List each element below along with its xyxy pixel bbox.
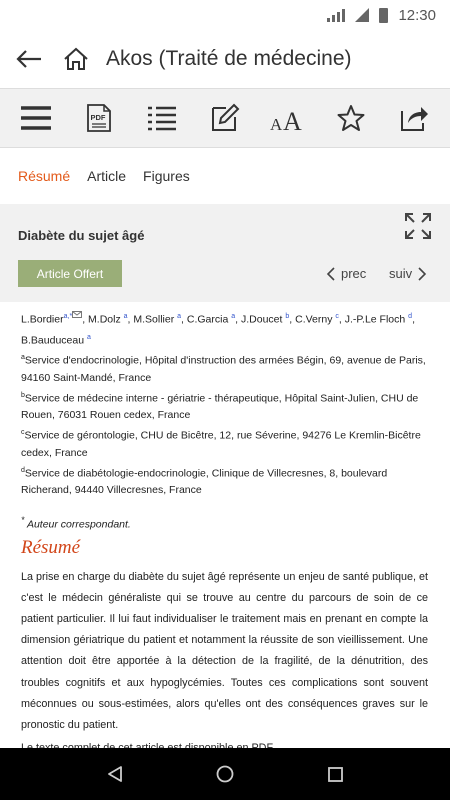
nav-home-icon[interactable] (216, 765, 234, 783)
tab-article[interactable]: Article (87, 168, 127, 184)
article-toolbar (0, 88, 450, 148)
nav-back-icon[interactable] (107, 766, 123, 782)
affiliation-sup: c (21, 429, 25, 436)
author-sup: c (335, 313, 339, 320)
author-name[interactable]: C.Verny (295, 313, 333, 326)
author-name[interactable]: B.Bauduceau (21, 334, 85, 346)
text-size-small-a: A (270, 115, 283, 134)
corresponding-author-note: * Auteur correspondant. (21, 515, 131, 531)
resume-heading: Résumé (21, 536, 81, 558)
article-content (0, 302, 450, 748)
text-size-large-a: A (283, 107, 302, 136)
affiliation (21, 462, 428, 500)
author-sup: a (231, 313, 236, 320)
home-button[interactable] (60, 30, 92, 88)
affiliation-text: Service de médecine interne - gériatrie - thérapeutique, Hôpital Saint-Julien, CHU de Rouen, 76031 Rouen cedex, France (21, 392, 419, 421)
system-nav-bar (0, 748, 450, 800)
author-sup: a (177, 313, 182, 320)
favorite-button[interactable] (329, 96, 373, 140)
author-list: L.Bordier$^{a,*}$ , M.Dolz $^a$, M.Sollier $^a$, C.Garcia $^a$, J.Doucet $^b$, C.Verny $^c$, J.-P.Le Floch $^d$, B.Bauduceau $^a$ (21, 313, 415, 346)
star-icon (337, 104, 365, 132)
edit-icon (210, 103, 240, 133)
author-sup: a, (63, 313, 70, 320)
affiliation-text: Service de diabétologie-endocrinologie, Clinique de Villecresnes, 8, boulevard Richerand, 94440 Villecresnes, France (21, 467, 388, 496)
menu-button[interactable] (14, 96, 58, 140)
menu-icon (20, 105, 52, 131)
page-title: Akos (Traité de médecine) (106, 47, 352, 70)
author-sup: a (123, 313, 128, 320)
share-button[interactable] (392, 96, 436, 140)
next-label: suiv (389, 266, 413, 281)
status-bar (0, 0, 450, 30)
author-name[interactable]: J.Doucet (241, 313, 283, 326)
annotate-button[interactable] (203, 96, 247, 140)
pdf-button[interactable] (77, 96, 121, 140)
chevron-right-icon (418, 267, 427, 281)
author-sup: d (408, 313, 413, 320)
signal-icon (327, 8, 345, 22)
contents-button[interactable] (140, 96, 184, 140)
cell-signal-icon (355, 8, 369, 22)
battery-icon (379, 8, 388, 23)
article-title: Diabète du sujet âgé (18, 228, 145, 243)
article-tabs (0, 148, 450, 204)
home-icon (63, 47, 89, 71)
share-icon (399, 103, 429, 133)
author-sup: a (86, 333, 91, 341)
author-name[interactable]: C.Garcia (186, 313, 229, 326)
text-size-button[interactable] (266, 96, 310, 140)
author-name[interactable]: M.Dolz (88, 313, 121, 326)
affiliation-text: Service d'endocrinologie, Hôpital d'instruction des armées Bégin, 69, avenue de Paris, 94160 Saint-Mandé, France (21, 354, 426, 384)
author-name[interactable]: L.Bordier (21, 313, 64, 326)
tab-resume[interactable]: Résumé (18, 168, 71, 184)
text-size-icon (270, 104, 306, 136)
expand-icon (404, 212, 432, 240)
affiliation (21, 424, 428, 462)
pdf-icon (86, 103, 112, 133)
nav-recents-icon[interactable] (328, 767, 343, 782)
corresponding-text: Auteur correspondant. (26, 518, 131, 531)
author-name[interactable]: M.Sollier (133, 313, 175, 326)
corresponding-star: * (69, 313, 73, 320)
affiliation (21, 387, 428, 425)
email-icon[interactable] (72, 311, 82, 318)
abstract-text: La prise en charge du diabète du sujet âgé représente un enjeu de santé publique, et c'est le médecin généraliste qui se trouve au centre du parcours de soin de ce patient particulier. Il lui faut individualiser le traitement mais en prenant en compte la dimension gériatrique du patient et notamment la réussite de son vieillissement. Une attention doit être apportée à la détection de la fragilité, de la dénutrition, des troubles cognitifs et aux hypoglycémies. Toutes ces complications sont souvent méconnues ou sous-estimées, alors qu'elles ont des conséquences graves sur le pronostic du patient. (21, 570, 428, 731)
status-time: 12:30 (398, 6, 436, 24)
pdf-icon-label: PDF (90, 113, 106, 122)
affiliation-sup: d (21, 466, 25, 474)
back-arrow-icon (16, 50, 42, 68)
affiliation-sup: b (21, 391, 25, 399)
previous-article-link[interactable] (326, 266, 366, 281)
back-button[interactable] (0, 30, 58, 88)
affiliation-text: Service de gérontologie, CHU de Bicêtre, 12, rue Séverine, 94276 Le Kremlin-Bicêtre cedex, France (21, 429, 421, 459)
next-article-link[interactable] (389, 266, 427, 281)
tab-figures[interactable]: Figures (143, 168, 190, 184)
author-name[interactable]: J.-P.Le Floch (344, 313, 406, 326)
article-offert-button[interactable]: Article Offert (18, 260, 122, 287)
affiliation-sup: a (21, 354, 25, 361)
article-header (0, 204, 450, 302)
fullscreen-button[interactable] (404, 212, 432, 240)
app-bar (0, 30, 450, 88)
author-sup: b (285, 313, 290, 320)
chevron-left-icon (326, 267, 335, 281)
list-icon (147, 105, 177, 131)
previous-label: prec (341, 266, 367, 281)
affiliation (21, 349, 428, 387)
